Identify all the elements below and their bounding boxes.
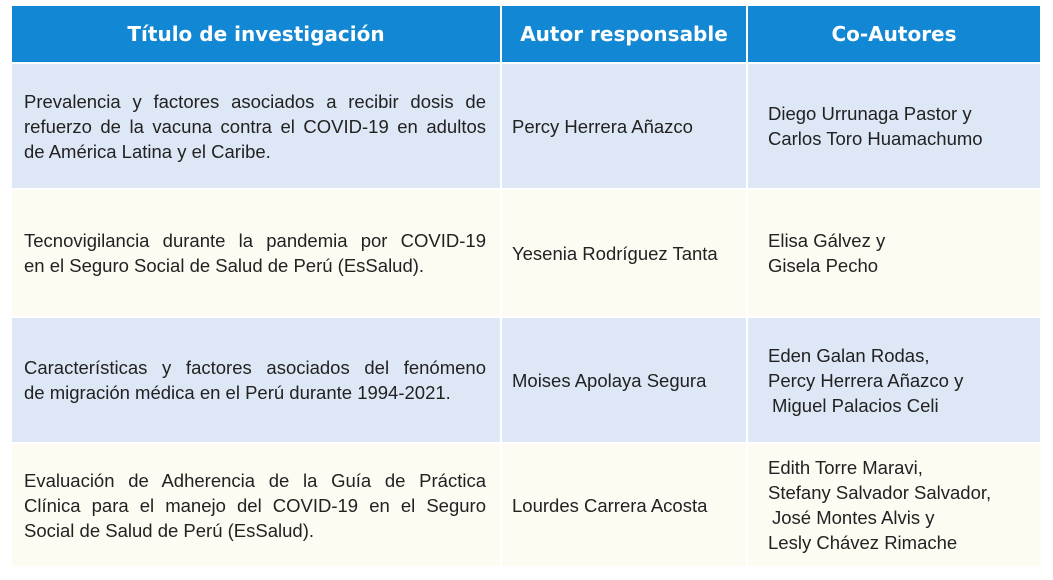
responsible-author-cell: Moises Apolaya Segura (501, 317, 747, 443)
coauthor-line: Diego Urrunaga Pastor y (768, 103, 972, 124)
header-coauthors: Co-Autores (747, 6, 1040, 63)
responsible-author-cell: Percy Herrera Añazco (501, 63, 747, 189)
coauthor-line: Carlos Toro Huamachumo (768, 128, 983, 149)
coauthor-line: Stefany Salvador Salvador, (768, 482, 992, 503)
research-title-line: Clínica para el manejo del COVID-19 en el Seguro (24, 494, 486, 516)
research-title-line: Social de Salud de Perú (EsSalud). (24, 519, 315, 541)
research-title-line: de América Latina y el Caribe. (24, 140, 271, 162)
research-title-cell (12, 63, 501, 189)
coauthor-line: Elisa Gálvez y (768, 230, 886, 251)
coauthors-cell (747, 189, 1040, 317)
research-title-line: Prevalencia y factores asociados a recibir dosis de (24, 90, 486, 112)
coauthor-line: Eden Galan Rodas, (768, 344, 930, 366)
research-table-container (12, 6, 1040, 566)
research-title-line: refuerzo de la vacuna contra el COVID-19 en adultos (24, 115, 486, 137)
research-table (12, 6, 1040, 566)
coauthors-cell (747, 443, 1040, 566)
coauthor-line: Gisela Pecho (768, 255, 879, 276)
research-title-line: Características y factores asociados del fenómeno (24, 357, 486, 378)
header-research-title: Título de investigación (12, 6, 501, 63)
table-row (12, 63, 1040, 189)
coauthor-line: Miguel Palacios Celi (772, 394, 939, 416)
coauthors-cell (747, 63, 1040, 189)
research-title-cell (12, 443, 501, 566)
research-title-line: Tecnovigilancia durante la pandemia por COVID-19 (24, 230, 486, 251)
coauthors-cell (747, 317, 1040, 443)
table-row (12, 443, 1040, 566)
research-title-cell (12, 189, 501, 317)
table-row (12, 317, 1040, 443)
responsible-author-cell: Yesenia Rodríguez Tanta (501, 189, 747, 317)
research-title-cell (12, 317, 501, 443)
coauthor-line: Lesly Chávez Rimache (768, 532, 958, 553)
coauthor-line: Edith Torre Maravi, (768, 457, 923, 478)
research-title-line: Evaluación de Adherencia de la Guía de Práctica (24, 469, 486, 491)
research-title-line: de migración médica en el Perú durante 1994-2021. (24, 382, 451, 403)
research-title-line: en el Seguro Social de Salud de Perú (EsSalud). (24, 255, 425, 276)
table-header-row (12, 6, 1040, 63)
responsible-author-cell: Lourdes Carrera Acosta (501, 443, 747, 566)
header-responsible-author: Autor responsable (501, 6, 747, 63)
coauthor-line: Percy Herrera Añazco y (768, 369, 964, 391)
coauthor-line: José Montes Alvis y (772, 507, 935, 528)
table-row (12, 189, 1040, 317)
